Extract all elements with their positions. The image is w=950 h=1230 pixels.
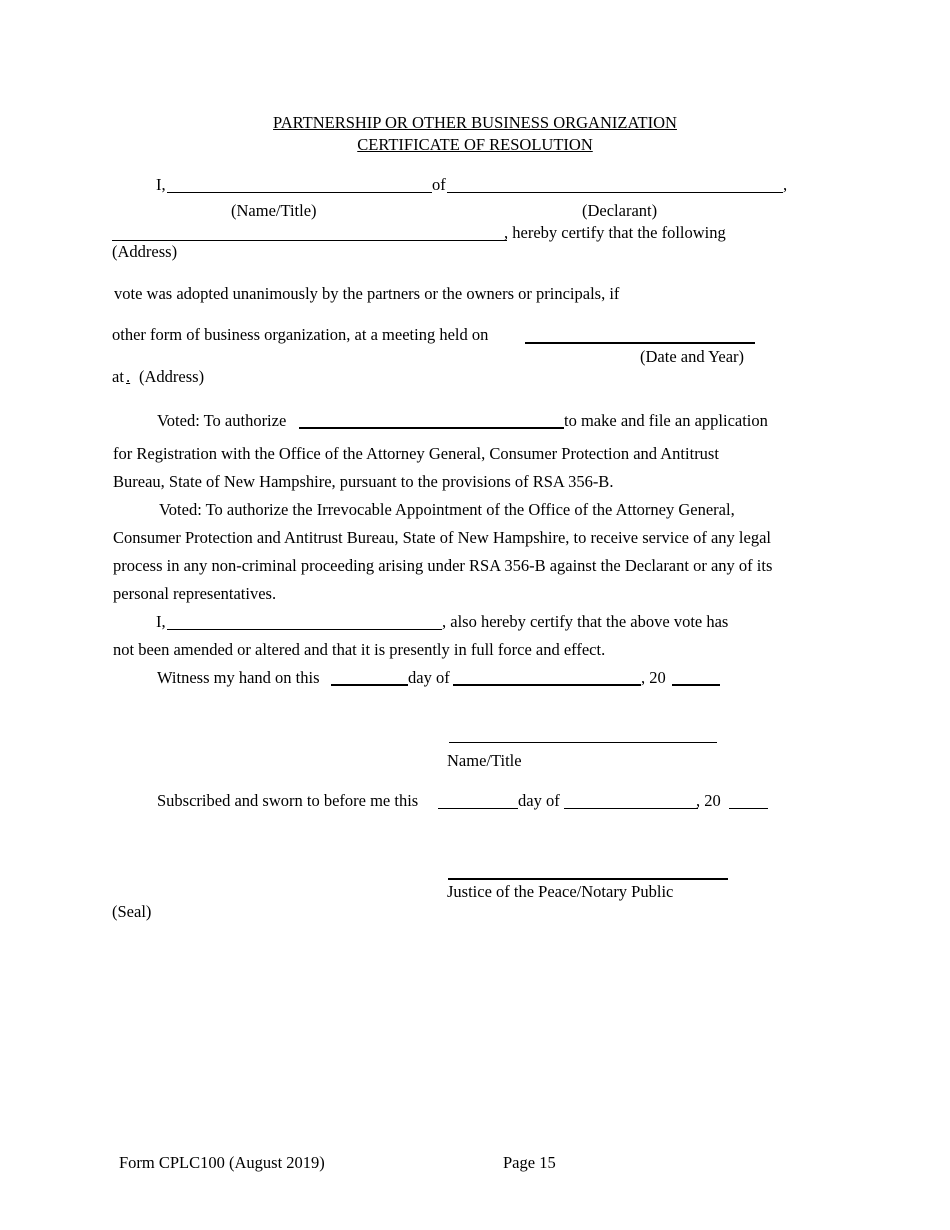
- vote-adopted-text: vote was adopted unanimously by the partners or the owners or principals, if: [114, 284, 620, 303]
- voted-appointment-line-2: Consumer Protection and Antitrust Bureau, State of New Hampshire, to receive service of any legal: [113, 528, 771, 547]
- also-certify-text: , also hereby certify that the above vote has: [442, 612, 729, 631]
- voted-appointment-line-4: personal representatives.: [113, 584, 277, 603]
- form-title-line-2: CERTIFICATE OF RESOLUTION: [357, 135, 593, 154]
- footer-form-id: Form CPLC100 (August 2019): [119, 1153, 325, 1172]
- voted-line-2: for Registration with the Office of the Attorney General, Consumer Protection and Antitrust: [113, 444, 719, 463]
- declarant-caption: (Declarant): [582, 201, 658, 220]
- address-caption: (Address): [112, 242, 178, 261]
- at-label: at: [112, 367, 124, 386]
- at-address-blank[interactable]: .: [126, 367, 131, 386]
- name-title-caption: (Name/Title): [231, 201, 317, 220]
- footer-page-number: Page 15: [503, 1153, 556, 1172]
- declaration-comma: ,: [783, 175, 788, 194]
- witness-year-blank[interactable]: [672, 684, 720, 686]
- declaration-of-label: of: [432, 175, 446, 194]
- notary-month-blank[interactable]: [564, 808, 698, 809]
- voted-line-3: Bureau, State of New Hampshire, pursuant to the provisions of RSA 356-B.: [113, 472, 614, 491]
- declaration-i-label: I,: [156, 175, 166, 194]
- witness-prefix: Witness my hand on this: [157, 668, 320, 687]
- certification-line-2: not been amended or altered and that it is presently in full force and effect.: [113, 640, 606, 659]
- meeting-held-text: other form of business organization, at a meeting held on: [112, 325, 489, 344]
- name-title-blank[interactable]: [167, 192, 432, 193]
- subscribed-prefix: Subscribed and sworn to before me this: [157, 791, 419, 810]
- voted-appointment-line-3: process in any non-criminal proceeding arising under RSA 356-B against the Declarant or any of its: [113, 556, 773, 575]
- signature-name-title-caption: Name/Title: [447, 751, 522, 770]
- declarant-blank[interactable]: [447, 192, 783, 193]
- witness-year-prefix: , 20: [641, 668, 666, 687]
- notary-year-prefix: , 20: [696, 791, 721, 810]
- at-address-caption: (Address): [139, 367, 205, 386]
- signature-name-title-line[interactable]: [449, 742, 717, 743]
- voted-appointment-line-1: Voted: To authorize the Irrevocable Appointment of the Office of the Attorney General,: [159, 500, 735, 519]
- notary-day-blank[interactable]: [438, 808, 518, 809]
- form-title-line-1: PARTNERSHIP OR OTHER BUSINESS ORGANIZATION: [273, 113, 677, 132]
- date-year-caption: (Date and Year): [640, 347, 745, 366]
- certification-i-label: I,: [156, 612, 166, 631]
- address-blank[interactable]: [112, 240, 507, 241]
- seal-label: (Seal): [112, 902, 152, 921]
- hereby-certify-text: , hereby certify that the following: [504, 223, 726, 242]
- witness-day-of: day of: [408, 668, 450, 687]
- notary-year-blank[interactable]: [729, 808, 768, 809]
- justice-caption: Justice of the Peace/Notary Public: [447, 882, 674, 901]
- notary-day-of: day of: [518, 791, 560, 810]
- voted-authorize-suffix: to make and file an application: [564, 411, 768, 430]
- witness-month-blank[interactable]: [453, 684, 641, 686]
- notary-signature-line[interactable]: [448, 878, 728, 880]
- authorized-person-blank[interactable]: [299, 427, 564, 429]
- voted-authorize-prefix: Voted: To authorize: [157, 411, 287, 430]
- meeting-date-blank[interactable]: [525, 342, 755, 344]
- certifier-name-blank[interactable]: [167, 629, 442, 630]
- witness-day-blank[interactable]: [331, 684, 408, 686]
